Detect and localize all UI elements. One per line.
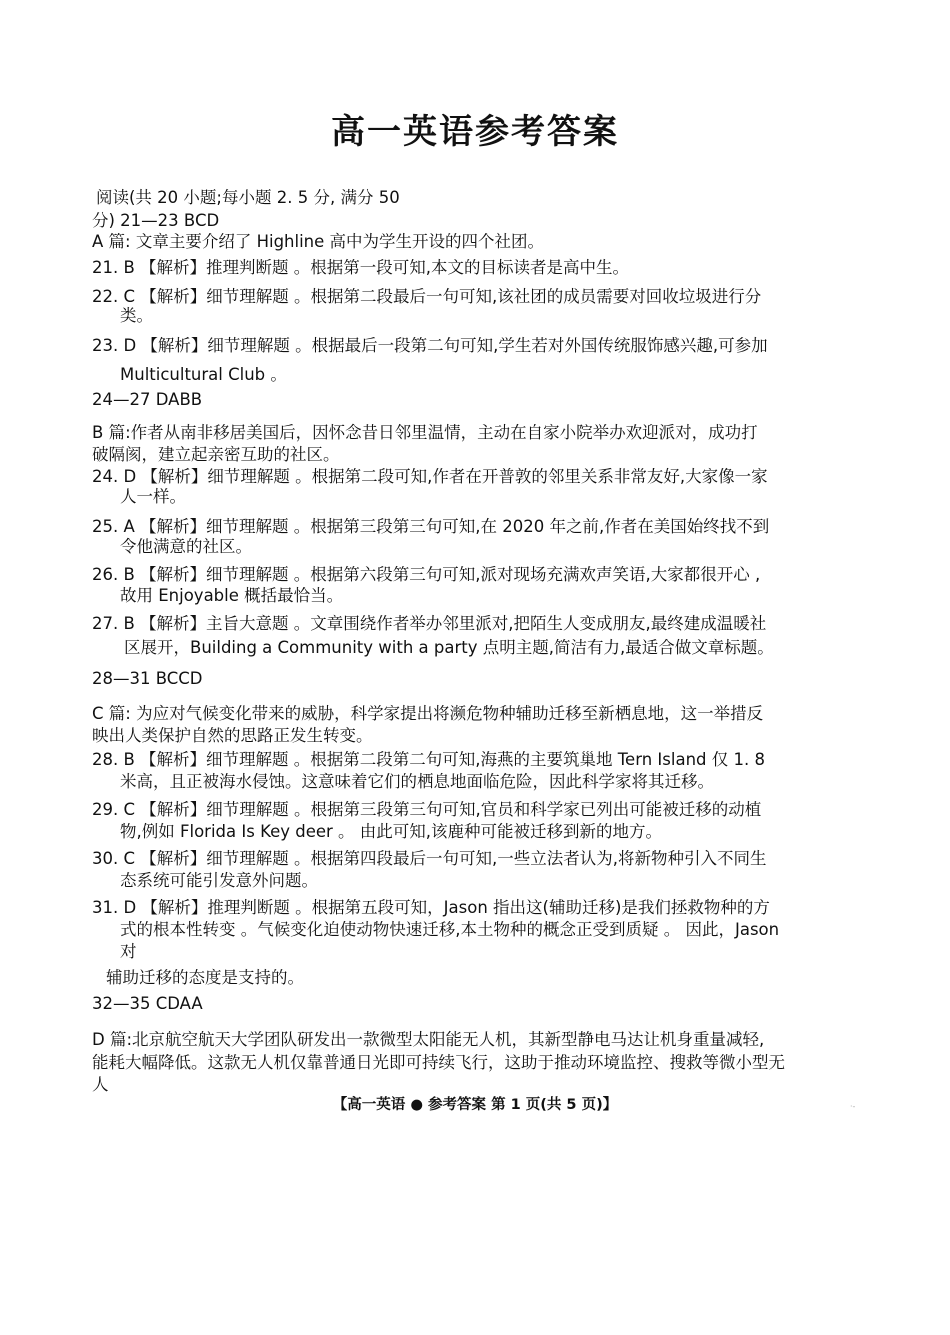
text-line: 辅助迁移的态度是支持的。 (106, 968, 304, 987)
text-line: B 篇:作者从南非移居美国后，因怀念昔日邻里温情，主动在自家小院举办欢迎派对，成功打 (92, 423, 758, 442)
text-line: 24—27 DABB (92, 390, 203, 409)
text-line: C 篇: 为应对气候变化带来的威胁，科学家提出将濒危物种辅助迁移至新栖息地，这一举措反 (92, 704, 764, 723)
corner-mark: ·- (850, 1102, 856, 1111)
text-line: 故用 Enjoyable 概括最恰当。 (120, 586, 344, 605)
text-line: 人一样。 (120, 487, 186, 506)
text-line: 区展开，Building a Community with a party 点明主题,简洁有力,最适合做文章标题。 (124, 638, 774, 657)
text-line: 映出人类保护自然的思路正发生转变。 (92, 726, 373, 745)
text-line: 阅读(共 20 小题;每小题 2. 5 分, 满分 50 (96, 188, 400, 207)
text-line: 22. C 【解析】细节理解题 。根据第二段最后一句可知,该社团的成员需要对回收垃圾进行分 (92, 287, 762, 306)
text-line: 态系统可能引发意外问题。 (120, 871, 318, 890)
text-line: 米高，且正被海水侵蚀。这意味着它们的栖息地面临危险，因此科学家将其迁移。 (120, 772, 714, 791)
page-footer: 【高一英语 ● 参考答案 第 1 页(共 5 页)】 (332, 1097, 618, 1113)
text-line: A 篇: 文章主要介绍了 Highline 高中为学生开设的四个社团。 (92, 232, 545, 251)
text-line: 人 (92, 1075, 109, 1094)
text-line: Multicultural Club 。 (120, 365, 287, 384)
text-line: 25. A 【解析】细节理解题 。根据第三段第三句可知,在 2020 年之前,作者在美国始终找不到 (92, 517, 770, 536)
text-line: 式的根本性转变 。气候变化迫使动物快速迁移,本土物种的概念正受到质疑 。 因此，Jason (120, 920, 780, 939)
page-title: 高一英语参考答案 (331, 112, 619, 152)
text-line: 对 (120, 942, 137, 961)
text-line: 类。 (120, 306, 153, 325)
text-line: 30. C 【解析】细节理解题 。根据第四段最后一句可知,一些立法者认为,将新物种引入不同生 (92, 849, 767, 868)
text-line: 21. B 【解析】推理判断题 。根据第一段可知,本文的目标读者是高中生。 (92, 258, 630, 277)
text-line: 32—35 CDAA (92, 994, 203, 1013)
text-line: 31. D 【解析】推理判断题 。根据第五段可知，Jason 指出这(辅助迁移)是我们拯救物种的方 (92, 898, 770, 917)
text-line: 能耗大幅降低。这款无人机仅靠普通日光即可持续飞行，这助于推动环境监控、搜救等微小型无 (92, 1053, 785, 1072)
text-line: 物,例如 Florida Is Key deer 。 由此可知,该鹿种可能被迁移到新的地方。 (120, 822, 663, 841)
text-line: 28. B 【解析】细节理解题 。根据第二段第二句可知,海燕的主要筑巢地 Tern Island 仅 1. 8 (92, 750, 765, 769)
text-line: 破隔阂，建立起亲密互助的社区。 (92, 445, 340, 464)
text-line: 28—31 BCCD (92, 669, 203, 688)
text-line: 分) 21—23 BCD (92, 211, 220, 230)
text-line: D 篇:北京航空航天大学团队研发出一款微型太阳能无人机，其新型静电马达让机身重量减轻, (92, 1030, 765, 1049)
text-line: 26. B 【解析】细节理解题 。根据第六段第三句可知,派对现场充满欢声笑语,大家都很开心 , (92, 565, 761, 584)
text-line: 29. C 【解析】细节理解题 。根据第三段第三句可知,官员和科学家已列出可能被迁移的动植 (92, 800, 762, 819)
text-line: 27. B 【解析】主旨大意题 。文章围绕作者举办邻里派对,把陌生人变成朋友,最终建成温暖社 (92, 614, 767, 633)
text-line: 令他满意的社区。 (120, 537, 252, 556)
text-line: 23. D 【解析】细节理解题 。根据最后一段第二句可知,学生若对外国传统服饰感兴趣,可参加 (92, 336, 768, 355)
text-line: 24. D 【解析】细节理解题 。根据第二段可知,作者在开普敦的邻里关系非常友好,大家像一家 (92, 467, 768, 486)
